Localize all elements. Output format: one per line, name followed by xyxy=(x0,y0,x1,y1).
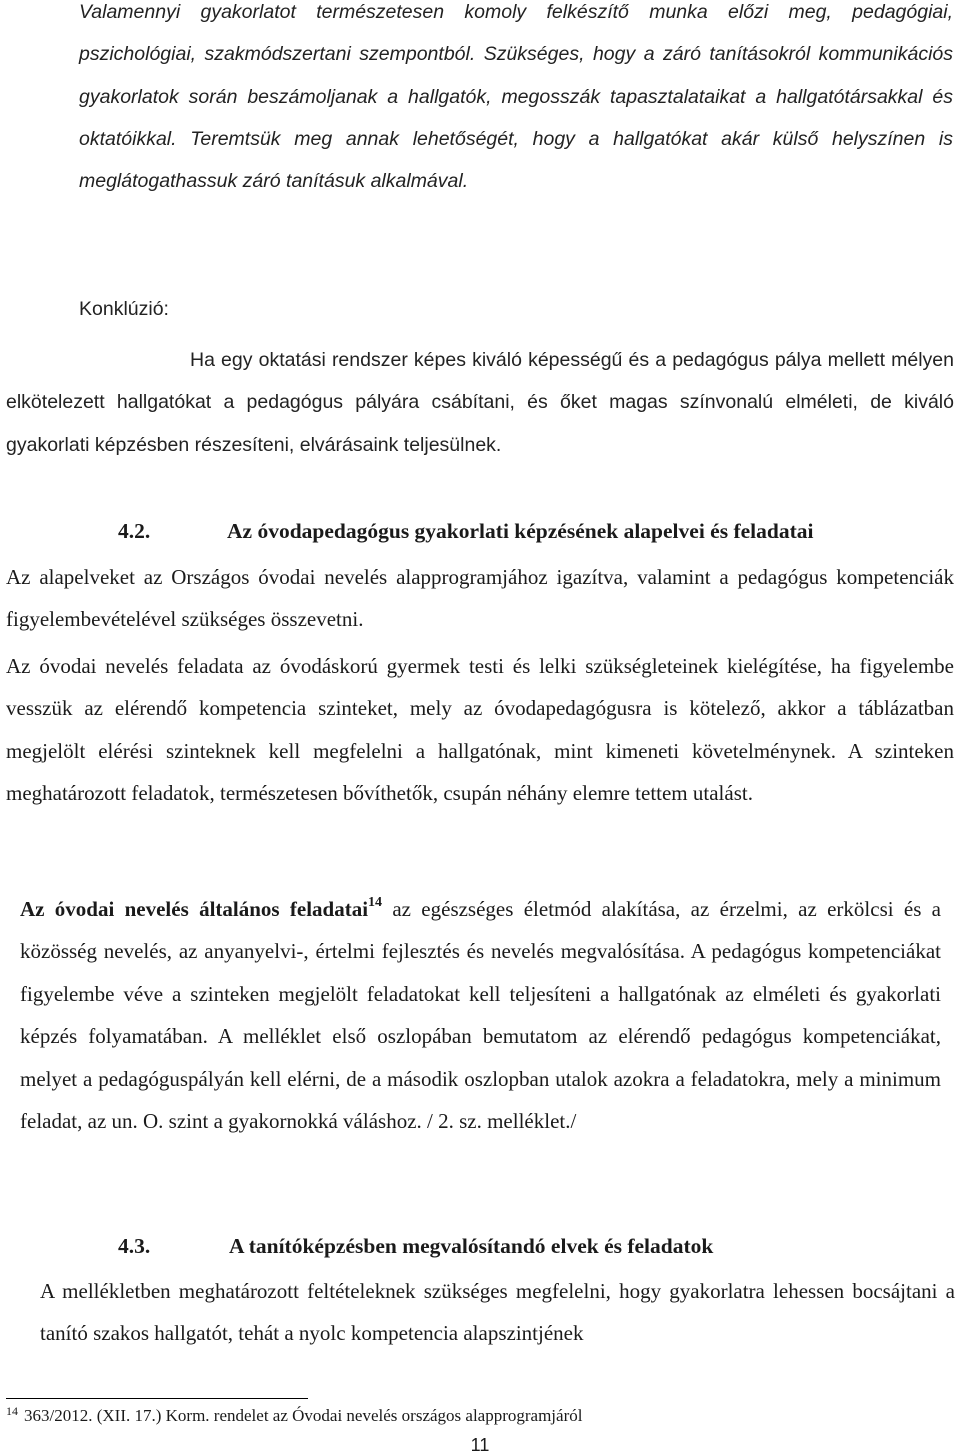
footnote-text: 363/2012. (XII. 17.) Korm. rendelet az Óvodai nevelés országos alapprogramjáról xyxy=(24,1406,583,1425)
section-4-2-paragraph-1: Az alapelveket az Országos óvodai nevelés alapprogramjához igazítva, valamint a pedagógus kompetenciák figyelembevételével szükséges összevetni. xyxy=(6,565,954,632)
footnote-marker: 14 xyxy=(6,1404,18,1418)
section-heading-4-3 xyxy=(118,1234,713,1259)
section-4-3-paragraph-1: A mellékletben meghatározott feltételeknek szükséges megfelelni, hogy gyakorlatra lehessen bocsájtani a tanító szakos hallgatót, tehát a nyolc kompetencia alapszintjének xyxy=(40,1279,955,1346)
section-4-2-paragraph-2: Az óvodai nevelés feladata az óvodáskorú gyermek testi és lelki szükségleteinek kielégítése, ha figyelembe vesszük az elérendő kompetencia szinteket, mely az óvodapedagógusra is kötelező, akkor a táblázatban megjelölt elérési szinteknek kell megfelelni a hallgatónak, mint kimeneti követelménynek. A szinteken meghatározott feladatok, természetesen bővíthetők, csupán néhány elemre tettem utalást. xyxy=(6,654,954,806)
general-tasks-paragraph xyxy=(20,888,941,1142)
footnote-separator xyxy=(6,1398,308,1399)
conclusion-text: Ha egy oktatási rendszer képes kiváló képességű és a pedagógus pálya mellett mélyen elkötelezett hallgatókat a pedagógus pályára csábítani, és őket magas színvonalú elméleti, de kiváló gyakorlati képzésben részesíteni, elvárásaink teljesülnek. xyxy=(6,349,954,456)
footnote-reference[interactable]: 14 xyxy=(368,895,383,910)
section-heading-4-2 xyxy=(118,519,813,544)
conclusion-heading: Konklúzió: xyxy=(79,298,169,320)
section-number: 4.2. xyxy=(118,519,151,543)
intro-paragraph: Valamennyi gyakorlatot természetesen komoly felkészítő munka előzi meg, pedagógiai, pszichológiai, szakmódszertani szempontból. Szükséges, hogy a záró tanításokról kommunikációs gyakorlatok során beszámoljanak a hallgatók, megosszák tapasztalataikat a hallgatótársakkal és oktatóikkal. Teremtsük meg annak lehetőségét, hogy a hallgatókat akár külső helyszínen is meglátogathassuk záró tanításuk alkalmával. xyxy=(79,1,953,193)
section-number: 4.3. xyxy=(118,1234,151,1258)
footnote xyxy=(6,1406,582,1426)
page-number: 11 xyxy=(470,1435,490,1455)
general-tasks-text: az egészséges életmód alakítása, az érzelmi, az erkölcsi és a közösség nevelés, az anyanyelvi-, értelmi fejlesztés és nevelés megvalósítása. A pedagógus kompetenciákat figyelembe véve a szinteken megjelölt feladatokat kell teljesíteni a hallgatónak az elméleti és gyakorlati képzés folyamatában. A melléklet első oszlopában bemutatom az elérendő pedagógus kompetenciákat, melyet a pedagóguspályán kell elérni, de a második oszlopban utalok azokra a feladatokra, mely a minimum feladat, az un. O. szint a gyakornokká váláshoz. / 2. sz. melléklet./ xyxy=(20,897,941,1134)
section-title: Az óvodapedagógus gyakorlati képzésének alapelvei és feladatai xyxy=(227,519,814,543)
conclusion-paragraph xyxy=(6,339,954,466)
general-tasks-lead: Az óvodai nevelés általános feladatai$^{14}$ xyxy=(20,895,383,921)
section-title: A tanítóképzésben megvalósítandó elvek és feladatok xyxy=(229,1234,714,1258)
